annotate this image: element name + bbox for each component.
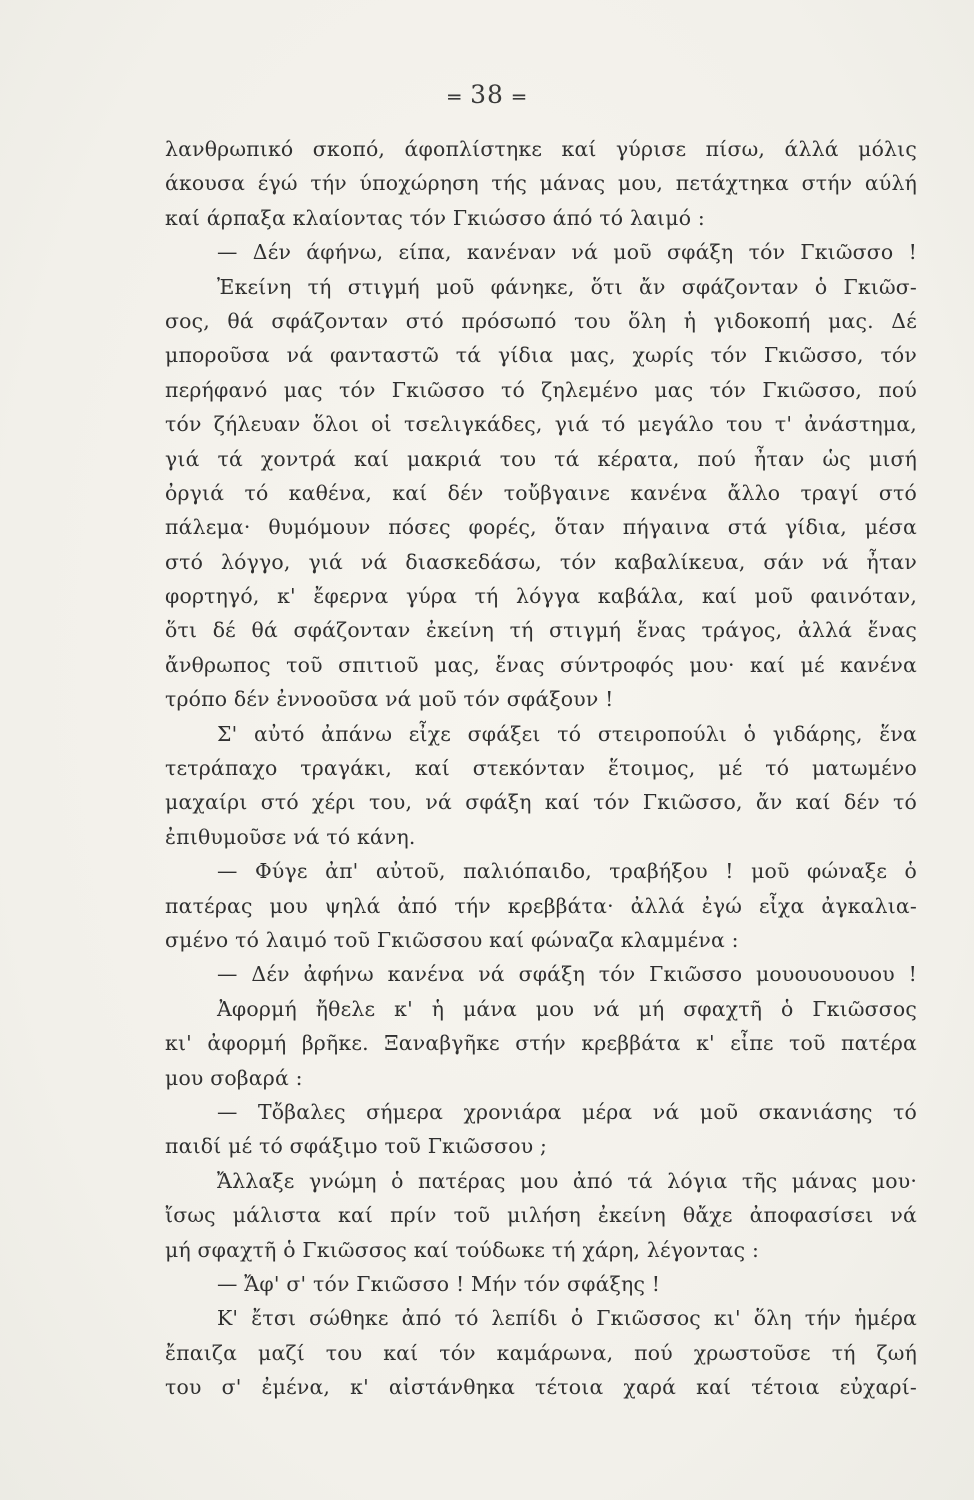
- text-line: — Φύγε ἀπ' αὐτοῦ, παλιόπαιδο, τραβήξου ! μοῦ φώναξε ὁ: [217, 859, 917, 884]
- page-number-header: [0, 80, 974, 109]
- text-line: Ἐκείνη τή στιγμή μοῦ φάνηκε, ὅτι ἄν σφάζονταν ὁ Γκιῶσ-: [217, 274, 917, 299]
- text-line: σος, θά σφάζονταν στό πρόσωπό του ὅλη ἡ γιδοκοπή μας. Δέ: [165, 308, 917, 333]
- text-line: μαχαίρι στό χέρι του, νά σφάξη καί τόν Γκιῶσσο, ἄν καί δέν τό: [165, 790, 917, 815]
- text-line: ἄνθρωπος τοῦ σπιτιοῦ μας, ἕνας σύντροφός μου· καί μέ κανένα: [165, 652, 917, 677]
- text-line: άκουσα έγώ τήν ύποχώρηση τής μάνας μου, πετάχτηκα στήν αύλή: [165, 171, 917, 196]
- text-line: ἐπιθυμοῦσε νά τό κάνη.: [165, 824, 416, 849]
- text-line: τρόπο δέν ἐννοοῦσα νά μοῦ τόν σφάξουν !: [165, 687, 614, 712]
- text-line: — Δέν άφήνω, είπα, κανέναν νά μοῦ σφάξη τόν Γκιῶσσο !: [217, 240, 917, 265]
- text-line: — Τὄβαλες σήμερα χρονιάρα μέρα νά μοῦ σκανιάσης τό: [217, 1099, 917, 1124]
- text-line: ὅτι δέ θά σφάζονταν ἐκείνη τή στιγμή ἕνας τράγος, ἀλλά ἕνας: [165, 618, 917, 643]
- text-line: ἴσως μάλιστα καί πρίν τοῦ μιλήση ἐκείνη θἄχε ἀποφασίσει νά: [165, 1203, 917, 1228]
- text-line: μποροῦσα νά φανταστῶ τά γίδια μας, χωρίς τόν Γκιῶσσο, τόν: [165, 343, 917, 368]
- text-line: φορτηγό, κ' ἔφερνα γύρα τή λόγγα καβάλα, καί μοῦ φαινόταν,: [165, 584, 917, 609]
- page-number-rule-right: ═: [512, 84, 526, 109]
- text-line: Κ' ἔτσι σώθηκε ἀπό τό λεπίδι ὁ Γκιῶσσος κι' ὅλη τήν ἡμέρα: [217, 1306, 917, 1331]
- text-line: κι' ἀφορμή βρῆκε. Ξαναβγῆκε στήν κρεββάτα κ' εἶπε τοῦ πατέρα: [165, 1031, 917, 1056]
- text-line: Σ' αὐτό ἀπάνω εἶχε σφάξει τό στειροπούλι ὁ γιδάρης, ἕνα: [217, 721, 917, 746]
- text-line: του σ' ἐμένα, κ' αἰστάνθηκα τέτοια χαρά καί τέτοια εὐχαρί-: [165, 1375, 917, 1400]
- text-line: τετράπαχο τραγάκι, καί στεκόνταν ἕτοιμος, μέ τό ματωμένο: [165, 756, 917, 781]
- text-line: πατέρας μου ψηλά ἀπό τήν κρεββάτα· ἀλλά ἐγώ εἶχα ἀγκαλια-: [165, 893, 917, 918]
- text-line: καί άρπαξα κλαίοντας τόν Γκιώσσο άπό τό λαιμό :: [165, 205, 705, 230]
- text-line: — Ἄφ' σ' τόν Γκιῶσσο ! Μήν τόν σφάξης !: [217, 1271, 661, 1296]
- text-line: τόν ζήλευαν ὅλοι οἱ τσελιγκάδες, γιά τό μεγάλο του τ' ἀνάστημα,: [165, 412, 917, 437]
- text-line: παιδί μέ τό σφάξιμο τοῦ Γκιῶσσου ;: [165, 1134, 548, 1159]
- text-line: πάλεμα· θυμόμουν πόσες φορές, ὅταν πήγαινα στά γίδια, μέσα: [165, 515, 917, 540]
- page-number-rule-left: ═: [448, 84, 462, 109]
- text-line: ὀργιά τό καθένα, καί δέν τοὔβγαινε κανένα ἄλλο τραγί στό: [165, 480, 917, 505]
- text-line: μου σοβαρά :: [165, 1065, 303, 1090]
- text-line: περήφανό μας τόν Γκιῶσσο τό ζηλεμένο μας τόν Γκιῶσσο, πού: [165, 377, 917, 402]
- text-line: λανθρωπικό σκοπό, άφοπλίστηκε καί γύρισε πίσω, άλλά μόλις: [165, 137, 917, 161]
- text-line: σμένο τό λαιμό τοῦ Γκιῶσσου καί φώναζα κλαμμένα :: [165, 927, 739, 952]
- text-line: γιά τά χοντρά καί μακριά του τά κέρατα, πού ἦταν ὡς μισή: [165, 446, 917, 471]
- text-line: Ἀφορμή ἤθελε κ' ἡ μάνα μου νά μή σφαχτῆ ὁ Γκιῶσσος: [217, 996, 917, 1021]
- text-line: μή σφαχτῆ ὁ Γκιῶσσος καί τούδωκε τή χάρη, λέγοντας :: [165, 1237, 760, 1262]
- text-line: ἔπαιζα μαζί του καί τόν καμάρωνα, πού χρωστοῦσε τή ζωή: [165, 1340, 917, 1365]
- text-line: — Δέν ἀφήνω κανένα νά σφάξη τόν Γκιῶσσο μουουουουου !: [217, 962, 917, 987]
- body-text: [165, 132, 917, 1404]
- page-number: 38: [470, 80, 504, 109]
- text-line: στό λόγγο, γιά νά διασκεδάσω, τόν καβαλίκευα, σάν νά ἦταν: [165, 549, 917, 574]
- text-line: Ἄλλαξε γνώμη ὁ πατέρας μου ἀπό τά λόγια τῆς μάνας μου·: [217, 1168, 917, 1193]
